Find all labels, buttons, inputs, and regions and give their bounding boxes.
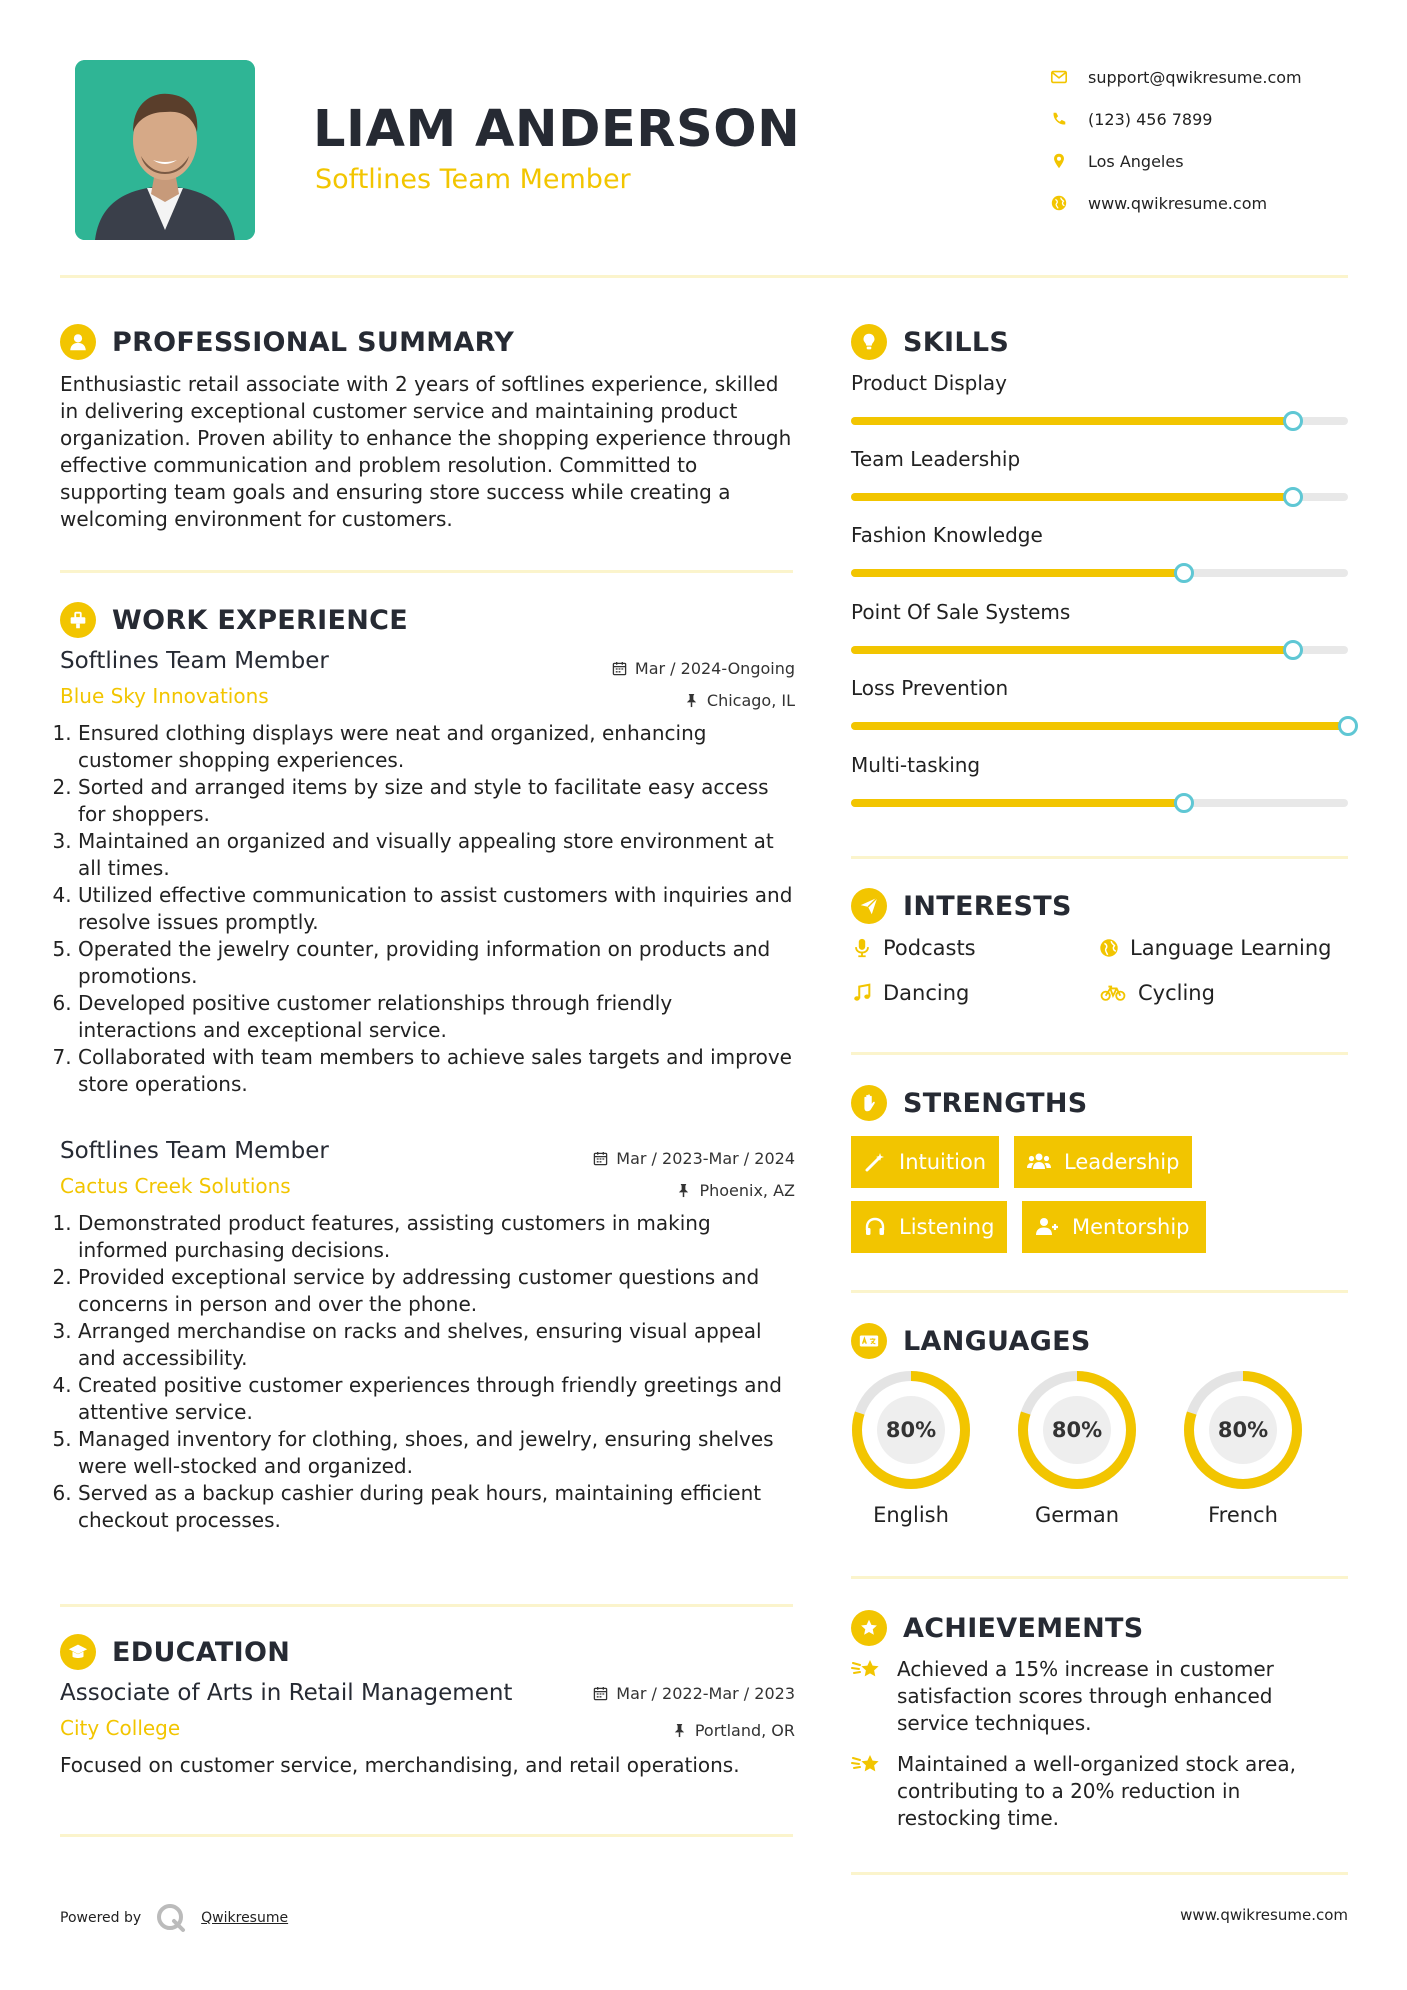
candidate-title: Softlines Team Member (315, 164, 631, 195)
skill-slider-handle[interactable] (1283, 640, 1303, 660)
skill-name: Loss Prevention (851, 676, 1009, 700)
pushpin-icon (684, 693, 699, 708)
skills-heading (851, 324, 1009, 360)
skill-track (851, 799, 1348, 807)
job-bullets (60, 1210, 795, 1534)
user-icon (60, 324, 96, 360)
interests-divider (851, 1052, 1348, 1055)
skill-name: Product Display (851, 371, 1008, 395)
interest-item (1098, 936, 1331, 960)
list-item: 2. Provided exceptional service by addressing customer questions and concerns in person and over the phone. (78, 1264, 795, 1318)
powered-by-label: Powered by (60, 1910, 142, 1926)
job-entry (60, 1138, 795, 1534)
strength-label: Leadership (1064, 1150, 1180, 1174)
job-dates-text: Mar / 2023-Mar / 2024 (616, 1149, 795, 1168)
contact-email[interactable] (1050, 56, 1302, 98)
interest-item (851, 936, 976, 960)
calendar-icon (593, 1151, 608, 1166)
skill-name: Team Leadership (851, 447, 1021, 471)
skill-track (851, 493, 1348, 501)
paper-plane-icon (851, 888, 887, 924)
job-location-text: Chicago, IL (706, 691, 795, 710)
lightbulb-icon (851, 324, 887, 360)
skill-track (851, 417, 1348, 425)
education-location (672, 1721, 795, 1740)
education-location-text: Portland, OR (694, 1721, 795, 1740)
qwikresume-logo-icon (155, 1902, 187, 1934)
interest-item (1098, 981, 1215, 1005)
list-item: 6. Developed positive customer relationships through friendly interactions and exceptional service. (78, 990, 795, 1044)
skill-item (851, 600, 1348, 654)
list-item: 2. Sorted and arranged items by size and style to facilitate easy access for shoppers. (78, 774, 795, 828)
contact-location-text: Los Angeles (1088, 151, 1184, 171)
language-percent: 80% (1217, 1418, 1269, 1442)
skill-fill (851, 799, 1184, 807)
interest-label: Language Learning (1130, 936, 1332, 960)
briefcase-icon (60, 602, 96, 638)
qwikresume-link[interactable]: Qwikresume (201, 1910, 289, 1926)
education-description: Focused on customer service, merchandising, and retail operations. (60, 1753, 740, 1777)
skill-name: Fashion Knowledge (851, 523, 1043, 547)
education-heading (60, 1634, 290, 1670)
skill-name: Point Of Sale Systems (851, 600, 1071, 624)
language-name: French (1208, 1503, 1278, 1527)
achievement-item (851, 1751, 1321, 1832)
strength-badge (1022, 1201, 1206, 1253)
strength-label: Mentorship (1072, 1215, 1190, 1239)
job-company: Cactus Creek Solutions (60, 1174, 291, 1198)
calendar-icon (612, 661, 627, 676)
job-dates (612, 659, 795, 678)
languages-heading (851, 1323, 1091, 1359)
languages-divider (851, 1576, 1348, 1579)
graduation-icon (60, 1634, 96, 1670)
contact-phone[interactable] (1050, 98, 1302, 140)
interests-heading (851, 888, 1072, 924)
education-school: City College (60, 1716, 181, 1740)
skill-item (851, 523, 1348, 577)
summary-divider (60, 570, 793, 573)
education-dates-text: Mar / 2022-Mar / 2023 (616, 1684, 795, 1703)
job-title: Softlines Team Member (60, 648, 329, 674)
contact-email-text: support@qwikresume.com (1088, 67, 1302, 87)
strength-badge (1014, 1136, 1192, 1188)
education-degree: Associate of Arts in Retail Management (60, 1680, 513, 1706)
strengths-heading (851, 1085, 1088, 1121)
pushpin-icon (676, 1183, 691, 1198)
skill-fill (851, 646, 1293, 654)
language-icon (851, 1323, 887, 1359)
music-note-icon (851, 982, 873, 1004)
language-name: English (873, 1503, 949, 1527)
users-icon (1026, 1150, 1052, 1174)
envelope-icon (1050, 68, 1068, 86)
footer-url[interactable]: www.qwikresume.com (1180, 1906, 1348, 1924)
profile-photo (75, 60, 255, 240)
globe-icon (1050, 194, 1068, 212)
interest-item (851, 981, 969, 1005)
summary-heading (60, 324, 514, 360)
education-dates (593, 1684, 795, 1703)
list-item: 4. Utilized effective communication to assist customers with inquiries and resolve issues promptly. (78, 882, 795, 936)
interest-label: Cycling (1138, 981, 1215, 1005)
contact-website[interactable] (1050, 182, 1302, 224)
language-percent: 80% (885, 1418, 937, 1442)
list-item: 5. Managed inventory for clothing, shoes, and jewelry, ensuring shelves were well-stocked and organized. (78, 1426, 795, 1480)
education-divider (60, 1834, 793, 1837)
skill-slider-handle[interactable] (1338, 716, 1358, 736)
shooting-star-icon (851, 1749, 883, 1781)
phone-icon (1050, 110, 1068, 128)
hand-icon (851, 1085, 887, 1121)
achievement-text: Achieved a 15% increase in customer satisfaction scores through enhanced service techniques. (897, 1657, 1274, 1735)
microphone-icon (851, 937, 873, 959)
candidate-name: LIAM ANDERSON (313, 100, 801, 159)
summary-title: PROFESSIONAL SUMMARY (112, 326, 515, 358)
experience-divider (60, 1604, 793, 1607)
language-item (1016, 1369, 1138, 1527)
education-entry (60, 1680, 795, 1779)
skill-item (851, 753, 1348, 807)
achievement-text: Maintained a well-organized stock area, contributing to a 20% reduction in restocking time. (897, 1752, 1296, 1830)
skill-item (851, 371, 1348, 425)
achievement-item (851, 1656, 1321, 1737)
strength-label: Listening (899, 1215, 995, 1239)
job-location-text: Phoenix, AZ (699, 1181, 795, 1200)
experience-heading (60, 602, 408, 638)
contact-phone-text: (123) 456 7899 (1088, 109, 1213, 129)
job-dates-text: Mar / 2024-Ongoing (634, 659, 795, 678)
language-percent: 80% (1051, 1418, 1103, 1442)
header-divider (60, 275, 1348, 278)
skill-fill (851, 417, 1293, 425)
star-badge-icon (851, 1610, 887, 1646)
strengths-title: STRENGTHS (903, 1087, 1088, 1119)
achievements-divider (851, 1872, 1348, 1875)
skills-divider (851, 856, 1348, 859)
skill-fill (851, 569, 1184, 577)
list-item: 4. Created positive customer experiences through friendly greetings and attentive service. (78, 1372, 795, 1426)
list-item: 6. Served as a backup cashier during peak hours, maintaining efficient checkout processes. (78, 1480, 795, 1534)
list-item: 1. Ensured clothing displays were neat and organized, enhancing customer shopping experiences. (78, 720, 795, 774)
strength-label: Intuition (899, 1150, 987, 1174)
skill-slider-handle[interactable] (1283, 411, 1303, 431)
interest-label: Podcasts (883, 936, 976, 960)
achievements-title: ACHIEVEMENTS (903, 1612, 1144, 1644)
map-pin-icon (1050, 152, 1068, 170)
skill-slider-handle[interactable] (1174, 563, 1194, 583)
list-item: 1. Demonstrated product features, assisting customers in making informed purchasing decisions. (78, 1210, 795, 1264)
job-dates (593, 1149, 795, 1168)
interests-title: INTERESTS (903, 890, 1072, 922)
skills-title: SKILLS (903, 326, 1010, 358)
skill-name: Multi-tasking (851, 753, 981, 777)
list-item: 5. Operated the jewelry counter, providing information on products and promotions. (78, 936, 795, 990)
strengths-divider (851, 1290, 1348, 1293)
skill-slider-handle[interactable] (1174, 793, 1194, 813)
job-entry (60, 648, 795, 1098)
job-location (684, 691, 795, 710)
skill-track (851, 722, 1348, 730)
skill-fill (851, 722, 1348, 730)
summary-text: Enthusiastic retail associate with 2 years of softlines experience, skilled in delivering exceptional customer service and maintaining product organization. Proven ability to enhance the shopping experience through effective communication and problem resolution. Committed to supporting team goals and ensuring store success while creating a welcoming environment for customers. (60, 372, 792, 531)
contact-location (1050, 140, 1302, 182)
job-company: Blue Sky Innovations (60, 684, 269, 708)
interest-label: Dancing (883, 981, 970, 1005)
education-title: EDUCATION (112, 1636, 291, 1668)
job-bullets (60, 720, 795, 1098)
calendar-icon (593, 1686, 608, 1701)
strength-badge (851, 1201, 1007, 1253)
list-item: 7. Collaborated with team members to achieve sales targets and improve store operations. (78, 1044, 795, 1098)
skill-slider-handle[interactable] (1283, 487, 1303, 507)
user-plus-icon (1034, 1215, 1060, 1239)
strength-badge (851, 1136, 999, 1188)
language-item (1182, 1369, 1304, 1527)
skill-fill (851, 493, 1293, 501)
globe-icon (1098, 937, 1120, 959)
skill-track (851, 569, 1348, 577)
magic-wand-icon (863, 1150, 887, 1174)
pushpin-icon (672, 1723, 687, 1738)
bicycle-icon (1098, 982, 1128, 1004)
footer-powered-by (60, 1902, 288, 1934)
skill-track (851, 646, 1348, 654)
shooting-star-icon (851, 1654, 883, 1686)
skill-item (851, 676, 1348, 730)
job-location (676, 1181, 795, 1200)
job-title: Softlines Team Member (60, 1138, 329, 1164)
language-name: German (1034, 1503, 1120, 1527)
skill-item (851, 447, 1348, 501)
contact-list (1050, 56, 1302, 224)
headphones-icon (863, 1215, 887, 1239)
list-item: 3. Maintained an organized and visually appealing store environment at all times. (78, 828, 795, 882)
list-item: 3. Arranged merchandise on racks and shelves, ensuring visual appeal and accessibility. (78, 1318, 795, 1372)
language-item (850, 1369, 972, 1527)
experience-title: WORK EXPERIENCE (112, 604, 408, 636)
contact-website-text: www.qwikresume.com (1088, 193, 1268, 213)
languages-title: LANGUAGES (903, 1325, 1091, 1357)
achievements-heading (851, 1610, 1144, 1646)
